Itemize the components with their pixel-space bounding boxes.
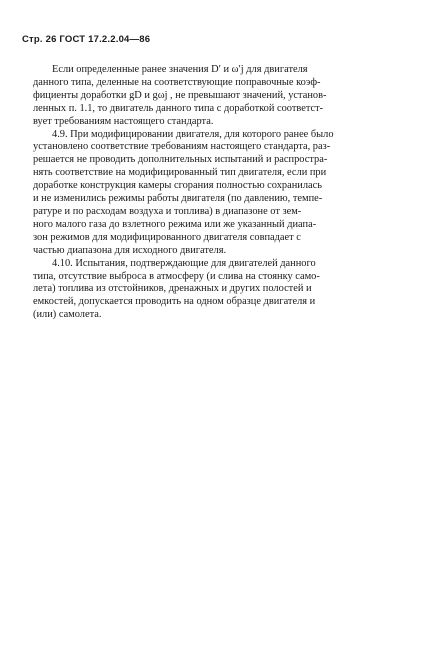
text-line: вует требованиям настоящего стандарта. bbox=[33, 115, 214, 127]
paragraph-1 bbox=[33, 64, 385, 129]
text-line: типа, отсутствие выброса в атмосферу (и слива на стоянку само- bbox=[33, 270, 320, 282]
text-line: емкостей, допускается проводить на одном образце двигателя и bbox=[33, 296, 316, 308]
paragraph-4-9 bbox=[33, 129, 385, 258]
text-line: ного малого газа до взлетного режима или же указанный диапа- bbox=[33, 218, 317, 230]
text-line: и не изменились режимы работы двигателя (по давлению, темпе- bbox=[33, 193, 323, 205]
text-line: ленных п. 1.1, то двигатель данного типа с доработкой соответст- bbox=[33, 102, 324, 114]
text-line: ратуре и по расходам воздуха и топлива) в диапазоне от зем- bbox=[33, 205, 302, 217]
text-line: установлено соответствие требованиям настоящего стандарта, раз- bbox=[33, 141, 331, 153]
page-header: Стр. 26 ГОСТ 17.2.2.04—86 bbox=[22, 34, 151, 45]
text-line: фициенты доработки gD и gωj , не превышают значений, установ- bbox=[33, 89, 327, 101]
text-line: нять соответствие на модифицированный тип двигателя, если при bbox=[33, 167, 327, 179]
text-line: зон режимов для модифицированного двигателя совпадает с bbox=[33, 231, 301, 243]
text-line: решается не проводить дополнительных испытаний и распростра- bbox=[33, 154, 328, 166]
text-line: данного типа, деленные на соответствующие поправочные коэф- bbox=[33, 76, 321, 88]
document-body bbox=[33, 64, 385, 322]
text-line: 4.9. При модифицировании двигателя, для которого ранее было bbox=[52, 128, 334, 140]
text-line: (или) самолета. bbox=[33, 309, 102, 321]
text-line: Если определенные ранее значения D′ и ω′j для двигателя bbox=[52, 64, 308, 75]
paragraph-4-10 bbox=[33, 258, 385, 323]
text-line: лета) топлива из отстойников, дренажных и других полостей и bbox=[33, 283, 312, 295]
text-line: 4.10. Испытания, подтверждающие для двигателей данного bbox=[52, 257, 316, 269]
text-line: доработке конструкция камеры сгорания полностью сохранилась bbox=[33, 180, 322, 192]
text-line: частью диапазона для исходного двигателя. bbox=[33, 244, 227, 256]
